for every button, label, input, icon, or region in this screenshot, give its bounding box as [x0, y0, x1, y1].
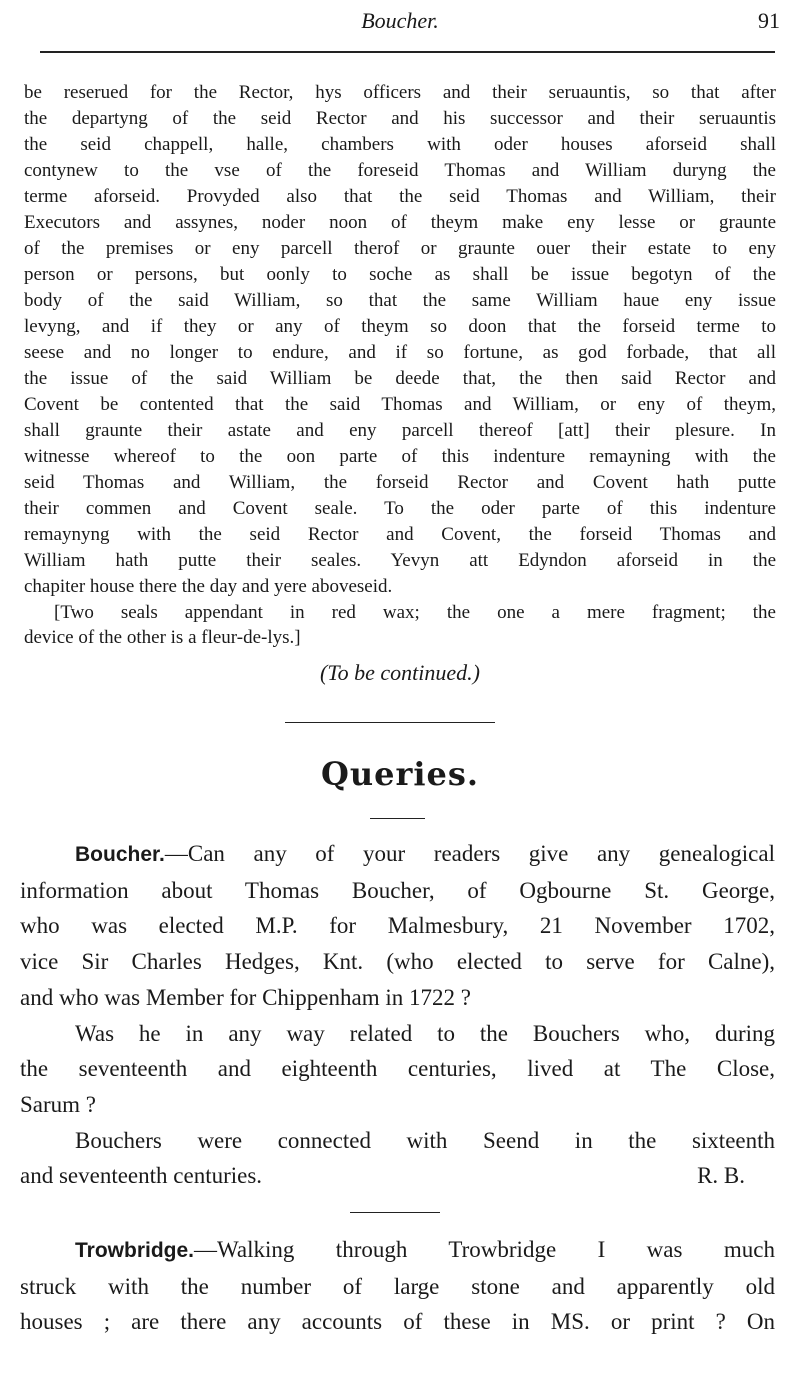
text-line: be reserued for the Rector, hys officers and their seruauntis, so that after	[24, 82, 776, 103]
text-line: their commen and Covent seale. To the oder parte of this indenture	[24, 498, 776, 519]
text-line: William hath putte their seales. Yevyn att Edyndon aforseid in the	[24, 550, 776, 571]
query-line: houses ; are there any accounts of these in MS. or print ? On	[20, 1309, 775, 1335]
query-line: vice Sir Charles Hedges, Knt. (who elected to serve for Calne),	[20, 949, 775, 975]
continued-deed-text	[24, 80, 776, 600]
query-title: Trowbridge.	[75, 1239, 195, 1262]
query-line: information about Thomas Boucher, of Ogbourne St. George,	[20, 877, 775, 903]
query-line	[20, 836, 775, 873]
to-be-continued: (To be continued.)	[320, 660, 480, 685]
text-line: seid Thomas and William, the forseid Rector and Covent hath putte	[24, 472, 776, 493]
text-line: body of the said William, so that the same William haue eny issue	[24, 290, 776, 311]
text-line: [Two seals appendant in red wax; the one a mere fragment; the	[54, 602, 776, 623]
signature: R. B.	[697, 1163, 745, 1189]
query-trowbridge	[20, 1232, 775, 1340]
running-title: Boucher.	[361, 8, 439, 33]
query-line: the seventeenth and eighteenth centuries, lived at The Close,	[20, 1056, 775, 1082]
text-line: the issue of the said William be deede that, the then said Rector and	[24, 368, 776, 389]
text-line: levyng, and if they or any of theym so doon that the forseid terme to	[24, 316, 776, 337]
query-line-text: and seventeenth centuries.	[20, 1163, 263, 1189]
query-line: and who was Member for Chippenham in 1722 ?	[20, 984, 471, 1010]
query-line: Sarum ?	[20, 1091, 97, 1117]
text-line: the departyng of the seid Rector and his successor and their seruauntis	[24, 108, 776, 129]
queries-heading: Queries.	[320, 755, 480, 793]
text-line: terme aforseid. Provyded also that the seid Thomas and William, their	[24, 186, 776, 207]
page-number: 91	[758, 8, 780, 33]
query-line-text: —Walking through Trowbridge I was much	[194, 1237, 775, 1262]
text-line: the seid chappell, halle, chambers with oder houses aforseid shall	[24, 134, 776, 155]
query-divider	[350, 1212, 440, 1213]
query-line: Bouchers were connected with Seend in the sixteenth	[75, 1127, 775, 1153]
text-line: shall graunte their astate and eny parcell thereof [att] their plesure. In	[24, 420, 776, 441]
text-line: of the premises or eny parcell therof or graunte ouer their estate to eny	[24, 238, 776, 259]
section-divider	[285, 722, 495, 723]
query-boucher	[20, 836, 775, 1194]
header-rule	[40, 51, 775, 53]
query-line-text: —Can any of your readers give any genealogical	[164, 841, 775, 866]
query-line	[20, 1232, 775, 1269]
text-line: witnesse whereof to the oon parte of this indenture remayning with the	[24, 446, 776, 467]
text-line: Executors and assynes, noder noon of theym make eny lesse or graunte	[24, 212, 776, 233]
text-line: remaynyng with the seid Rector and Covent, the forseid Thomas and	[24, 524, 776, 545]
text-line: chapiter house there the day and yere aboveseid.	[24, 576, 393, 597]
seals-note	[24, 600, 776, 650]
query-line: struck with the number of large stone and apparently old	[20, 1273, 775, 1299]
query-title: Boucher.	[75, 843, 165, 866]
query-line: Was he in any way related to the Bouchers who, during	[75, 1020, 775, 1046]
text-line: contynew to the vse of the foreseid Thomas and William duryng the	[24, 160, 776, 181]
query-line: who was elected M.P. for Malmesbury, 21 November 1702,	[20, 913, 775, 939]
heading-divider	[370, 818, 425, 819]
query-line-final	[20, 1158, 775, 1194]
text-line: device of the other is a fleur-de-lys.]	[24, 627, 301, 648]
text-line: seese and no longer to endure, and if so fortune, as god forbade, that all	[24, 342, 776, 363]
text-line: person or persons, but oonly to soche as shall be issue begotyn of the	[24, 264, 776, 285]
text-line: Covent be contented that the said Thomas and William, or eny of theym,	[24, 394, 776, 415]
